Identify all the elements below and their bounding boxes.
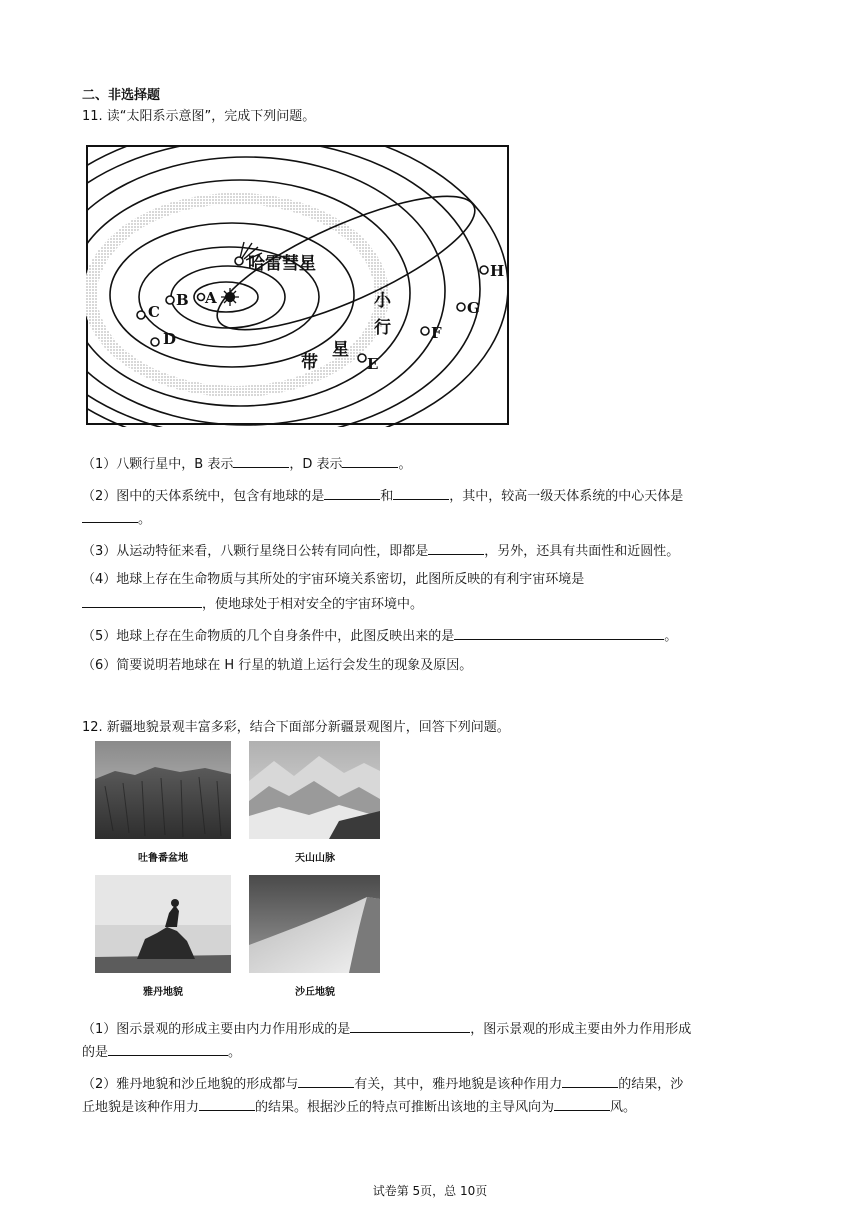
planet-h: [480, 266, 488, 274]
label-b: B: [176, 291, 189, 309]
q11-part3: （3）从运动特征来看，八颗行星绕日公转有同向性，即都是 ，另外，还具有共面性和近圆性。: [82, 540, 679, 562]
q12-part2-cont: 丘地貌是该种作用力 的结果。根据沙丘的特点可推断出该地的主导风向为 风。: [82, 1096, 636, 1118]
q11-part2-cont: 。: [82, 508, 151, 530]
q11-part1: （1）八颗行星中，B 表示 ，D 表示 。: [82, 453, 412, 475]
photo-caption-2: 天山山脉: [295, 853, 335, 864]
belt-label-2: 行: [374, 318, 391, 338]
planet-b: [166, 296, 174, 304]
photo-yardang: [95, 875, 231, 973]
solar-system-diagram: [86, 145, 510, 427]
q11-part6: （6）简要说明若地球在 H 行星的轨道上运行会发生的现象及原因。: [82, 658, 473, 673]
photo-caption-1: 吐鲁番盆地: [138, 853, 188, 864]
label-g: G: [467, 299, 480, 317]
q12-part1-cont: 的是 。: [82, 1041, 241, 1063]
planet-e: [358, 354, 366, 362]
q12-part1: （1）图示景观的形成主要由内力作用形成的是 ，图示景观的形成主要由外力作用形成: [82, 1018, 691, 1040]
label-c: C: [148, 303, 160, 321]
q11-part4-cont: ，使地球处于相对安全的宇宙环境中。: [82, 593, 423, 615]
belt-label-3: 星: [332, 340, 349, 360]
section-title: 二、非选择题: [82, 88, 161, 103]
label-e: E: [367, 355, 379, 373]
photo-dunes: [249, 875, 380, 973]
belt-label-4: 带: [301, 353, 318, 373]
label-a: A: [205, 289, 217, 307]
belt-label-1: 小: [374, 291, 391, 311]
q11-part4: （4）地球上存在生命物质与其所处的宇宙环境关系密切，此图所反映的有利宇宙环境是: [82, 572, 585, 587]
label-d: D: [163, 330, 177, 348]
photo-caption-3: 雅丹地貌: [143, 987, 183, 998]
photo-tianshan: [249, 741, 380, 839]
planet-a: [198, 294, 205, 301]
planet-d: [151, 338, 159, 346]
photo-turpan-basin: [95, 741, 231, 839]
planet-f: [421, 327, 429, 335]
page-footer: 试卷第 5页，总 10页: [372, 1184, 488, 1198]
q11-stem: 11. 读“太阳系示意图”，完成下列问题。: [82, 109, 316, 124]
q11-part2: （2）图中的天体系统中，包含有地球的是 和 ，其中，较高一级天体系统的中心天体是: [82, 485, 683, 507]
planet-c: [137, 311, 145, 319]
photo-caption-4: 沙丘地貌: [295, 987, 335, 998]
label-h: H: [490, 262, 505, 280]
q12-stem: 12. 新疆地貌景观丰富多彩，结合下面部分新疆景观图片，回答下列问题。: [82, 720, 510, 735]
comet-body: [235, 257, 243, 265]
q11-part5: （5）地球上存在生命物质的几个自身条件中，此图反映出来的是 。: [82, 625, 677, 647]
comet-label: 哈雷彗星: [248, 254, 316, 274]
q12-part2: （2）雅丹地貌和沙丘地貌的形成都与 有关，其中，雅丹地貌是该种作用力 的结果，沙: [82, 1073, 683, 1095]
label-f: F: [431, 324, 442, 342]
planet-g: [457, 303, 465, 311]
